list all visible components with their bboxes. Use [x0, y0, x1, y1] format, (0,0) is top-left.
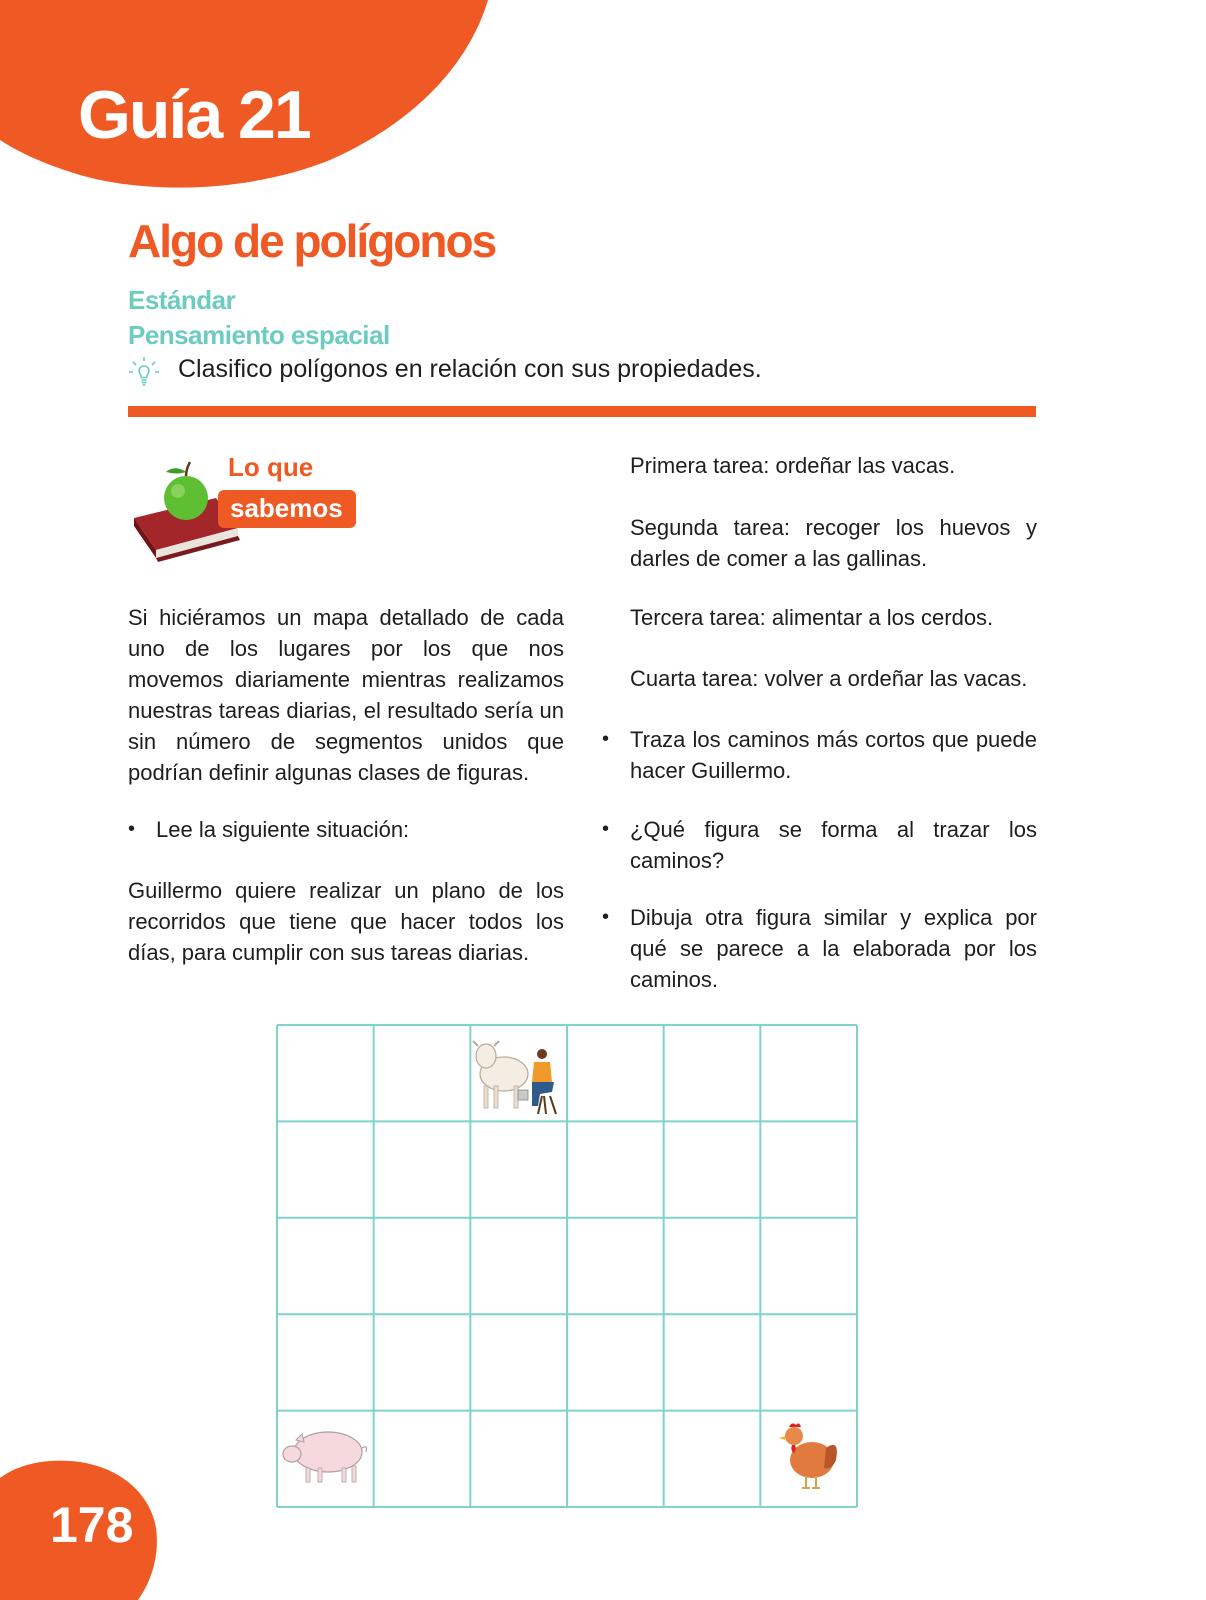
- bullet-which-figure: ¿Qué figura se forma al trazar los caminos?: [630, 817, 1037, 873]
- page-number: 178: [50, 1497, 134, 1553]
- pig-icon: [283, 1432, 367, 1482]
- bullet-marker: •: [602, 728, 610, 750]
- task-3: Tercera tarea: alimentar a los cerdos.: [630, 605, 994, 630]
- task-2: Segunda tarea: recoger los huevos y darles de comer a las gallinas.: [630, 515, 1037, 571]
- learning-objective: Clasifico polígonos en relación con sus propiedades.: [178, 355, 762, 383]
- situation-paragraph: Guillermo quiere realizar un plano de los recorridos que tiene que hacer todos los días, para cumplir con sus tareas diarias.: [128, 878, 564, 965]
- hen-icon: [779, 1423, 837, 1488]
- guide-title: Guía 21: [78, 77, 310, 153]
- standard-label: Estándar: [128, 285, 236, 315]
- intro-paragraph: Si hiciéramos un mapa detallado de cada uno de los lugares por los que nos movemos diariamente mientras realizamos nuestras tareas diarias, el resultado sería un sin número de segmentos unidos que podrían definir algunas clases de figuras.: [128, 605, 564, 785]
- section-divider: [128, 406, 1036, 417]
- badge-title-line1: Lo que: [228, 452, 314, 482]
- lesson-title: Algo de polígonos: [128, 215, 496, 267]
- thinking-label: Pensamiento espacial: [128, 320, 390, 350]
- task-1: Primera tarea: ordeñar las vacas.: [630, 453, 956, 478]
- bullet-marker: •: [128, 818, 136, 840]
- bullet-read-situation: Lee la siguiente situación:: [156, 817, 410, 842]
- task-4: Cuarta tarea: volver a ordeñar las vacas.: [630, 666, 1028, 691]
- bullet-marker: •: [602, 906, 610, 928]
- badge-title-line2: sabemos: [230, 493, 343, 523]
- bullet-draw-figure: Dibuja otra figura similar y explica por qué se parece a la elaborada por los caminos.: [630, 905, 1037, 992]
- bullet-marker: •: [602, 818, 610, 840]
- farm-grid[interactable]: [276, 1024, 858, 1508]
- cow-milking-icon: [473, 1041, 556, 1114]
- bullet-trace-paths: Traza los caminos más cortos que puede hacer Guillermo.: [630, 727, 1037, 783]
- lightbulb-icon: [128, 356, 160, 388]
